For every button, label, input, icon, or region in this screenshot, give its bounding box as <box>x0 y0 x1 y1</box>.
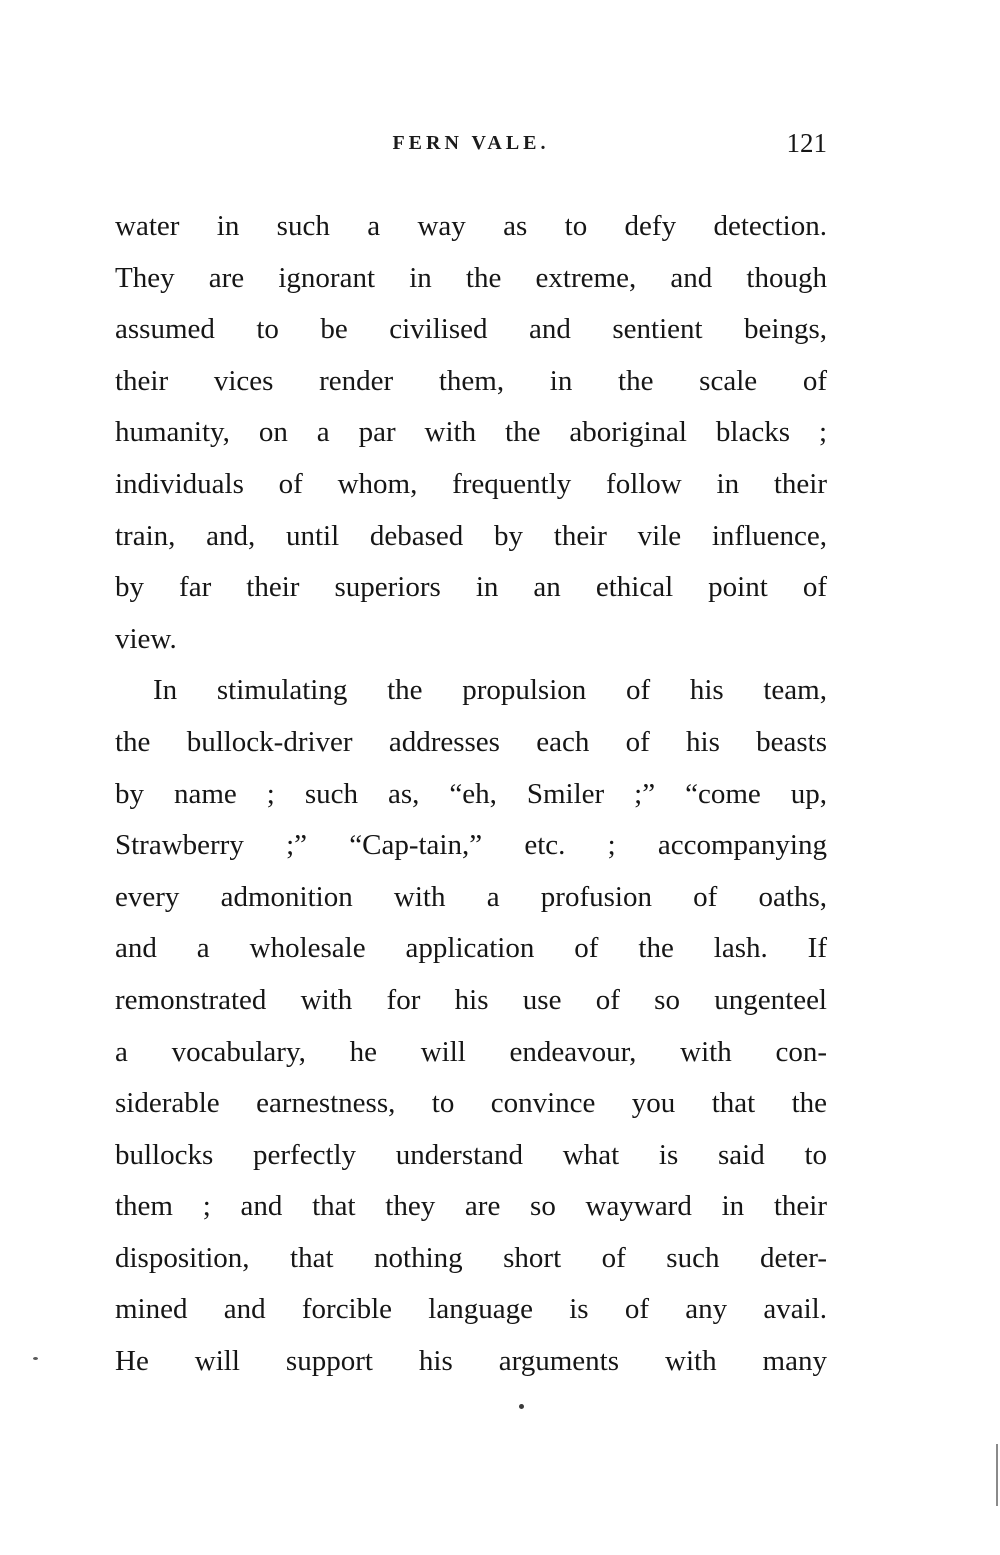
text-line: their vices render them, in the scale of <box>115 364 827 397</box>
text-line: mined and forcible language is of any avail. <box>115 1293 827 1326</box>
scan-edge-artifact <box>996 1444 998 1506</box>
text-line: humanity, on a par with the aboriginal blacks ; <box>115 416 827 449</box>
text-line: remonstrated with for his use of so ungenteel <box>115 983 827 1016</box>
text-line: disposition, that nothing short of such deter- <box>115 1241 827 1274</box>
text-line: by far their superiors in an ethical point of <box>115 571 827 604</box>
text-line: He will support his arguments with many <box>115 1345 827 1378</box>
text-line: by name ; such as, “eh, Smiler ;” “come up, <box>115 777 827 810</box>
running-head: FERN VALE. <box>392 132 550 154</box>
paragraph <box>115 665 827 1387</box>
page-header <box>115 128 827 162</box>
text-line: the bullock-driver addresses each of his beasts <box>115 725 827 758</box>
scan-speck <box>33 1357 38 1360</box>
text-line: train, and, until debased by their vile influence, <box>115 519 827 552</box>
text-line: bullocks perfectly understand what is said to <box>115 1138 827 1171</box>
text-line: a vocabulary, he will endeavour, with con- <box>115 1035 827 1068</box>
text-line: water in such a way as to defy detection. <box>115 210 827 242</box>
text-line: individuals of whom, frequently follow in their <box>115 467 827 500</box>
text-line: Strawberry ;” “Cap-tain,” etc. ; accompanying <box>115 829 827 862</box>
text-line: They are ignorant in the extreme, and though <box>115 261 827 294</box>
text-line: every admonition with a profusion of oaths, <box>115 880 827 913</box>
text-line: In stimulating the propulsion of his team, <box>153 674 827 707</box>
text-line: them ; and that they are so wayward in their <box>115 1190 827 1223</box>
text-line: and a wholesale application of the lash. If <box>115 932 827 965</box>
page-number: 121 <box>786 128 827 158</box>
text-line: siderable earnestness, to convince you that the <box>115 1087 827 1120</box>
scan-speck <box>519 1404 524 1409</box>
paragraph <box>115 201 827 665</box>
page-body <box>115 201 827 1388</box>
text-line: assumed to be civilised and sentient beings, <box>115 313 827 346</box>
text-line: view. <box>115 622 177 655</box>
